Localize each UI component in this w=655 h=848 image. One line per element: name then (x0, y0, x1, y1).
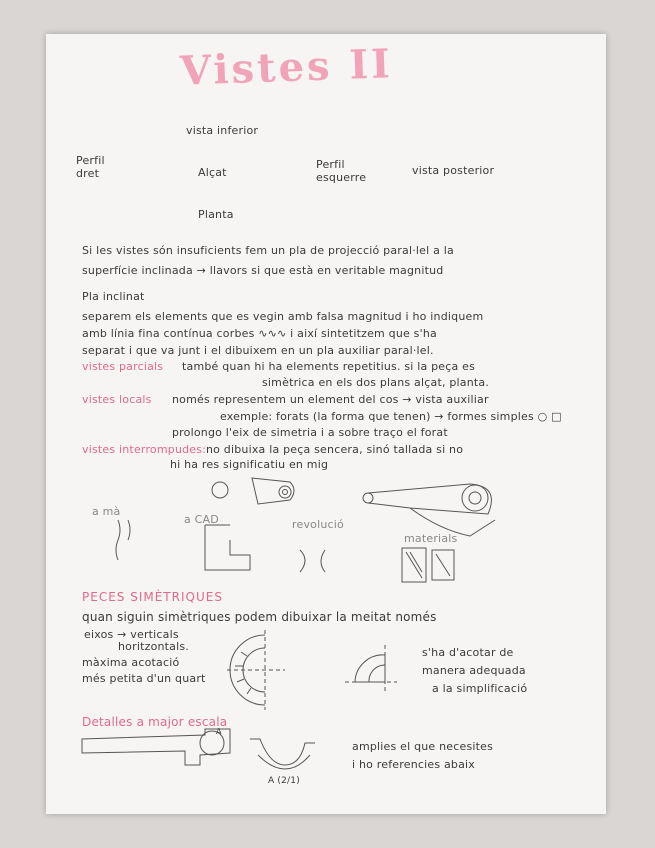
view-label-planta: Planta (198, 208, 234, 221)
sketch-label-materials: materials (404, 532, 458, 545)
sketch-label-a-cad: a CAD (184, 513, 219, 526)
intro-line-2: superfície inclinada → llavors si que està en veritable magnitud (82, 264, 444, 277)
vistes-locals-label: vistes locals (82, 393, 152, 406)
interrupted-views-sketch (110, 470, 510, 590)
view-label-posterior: vista posterior (412, 164, 495, 177)
left-note-line-2: més petita d'un quart (82, 672, 206, 685)
peces-simetriques-line-1: quan siguin simètriques podem dibuixar la meitat només (82, 610, 437, 624)
vistes-parcials-line-2: simètrica en els dos plans alçat, planta. (262, 376, 490, 389)
vistes-locals-line-3: prolongo l'eix de simetria i a sobre traço el forat (172, 426, 448, 439)
vistes-parcials-label: vistes parcials (82, 360, 164, 373)
right-note-line-3: a la simplificació (432, 682, 528, 695)
peces-simetriques-heading: PECES SIMÈTRIQUES (82, 590, 223, 604)
view-label-perfil-dret: Perfil dret (76, 154, 105, 180)
intro-line-1: Si les vistes són insuficients fem un pla de projecció paral·lel a la (82, 244, 454, 257)
vistes-interrompudes-line-2: hi ha res significatiu en mig (170, 458, 329, 471)
symmetric-parts-sketch (225, 630, 405, 710)
left-note-line-1: màxima acotació (82, 656, 180, 669)
detall-note-line-2: i ho referencies abaix (352, 758, 475, 771)
right-note-line-2: manera adequada (422, 664, 526, 677)
peces-simetriques-line-2: eixos → verticals (84, 628, 179, 641)
pla-inclinat-line-1: separem els elements que es vegin amb falsa magnitud i ho indiquem (82, 310, 484, 323)
right-note-line-1: s'ha d'acotar de (422, 646, 514, 659)
detail-sketch (80, 725, 320, 785)
view-label-perfil-esquerre: Perfil esquerre (316, 158, 367, 184)
vistes-interrompudes-label: vistes interrompudes: (82, 443, 207, 456)
pla-inclinat-line-3: separat i que va junt i el dibuixem en un pla auxiliar paral·lel. (82, 344, 434, 357)
detail-marker: A (216, 727, 222, 736)
vistes-parcials-line-1: també quan hi ha elements repetitius. si la peça es (182, 360, 476, 373)
vistes-locals-line-2: exemple: forats (la forma que tenen) → formes simples ○ □ (220, 410, 562, 423)
detail-scale-label: A (2/1) (268, 776, 300, 786)
pla-inclinat-line-2: amb línia fina contínua corbes ∿∿∿ i així sintetitzem que s'ha (82, 327, 437, 340)
page-title: Vistes II (179, 40, 394, 95)
sketch-label-revolucio: revolució (292, 518, 344, 531)
sketch-label-a-ma: a mà (92, 505, 121, 518)
detalls-heading: Detalles a major escala (82, 715, 228, 729)
pla-inclinat-heading: Pla inclinat (82, 290, 145, 303)
peces-simetriques-line-3: horitzontals. (118, 640, 190, 653)
view-label-inferior: vista inferior (186, 124, 259, 137)
vistes-interrompudes-line-1: no dibuixa la peça sencera, sinó tallada si no (206, 443, 464, 456)
view-label-alcat: Alçat (198, 166, 227, 179)
detall-note-line-1: amplies el que necesites (352, 740, 494, 753)
vistes-locals-line-1: només representem un element del cos → vista auxiliar (172, 393, 489, 406)
